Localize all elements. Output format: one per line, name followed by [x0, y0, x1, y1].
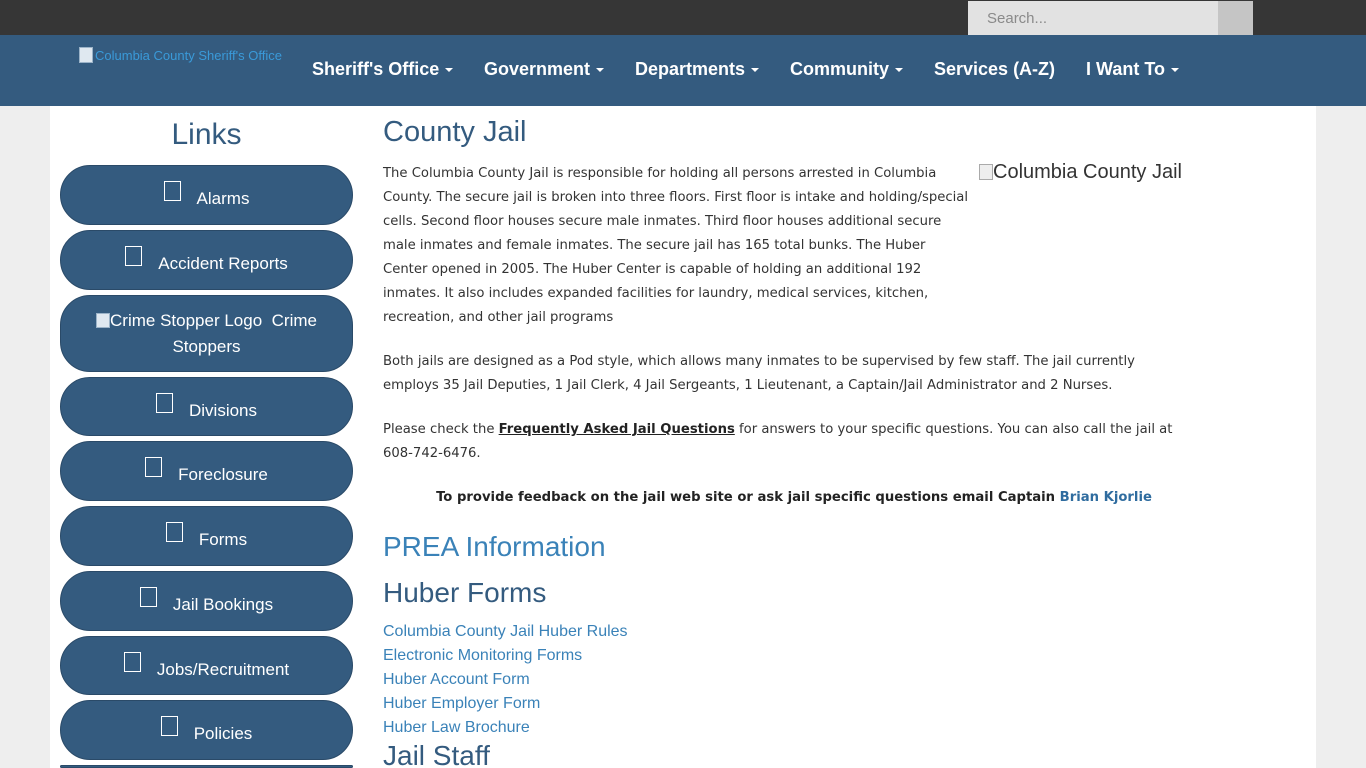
caret-down-icon	[596, 68, 604, 72]
faq-link[interactable]: Frequently Asked Jail Questions	[498, 422, 735, 437]
sidebar-item-jail-bookings[interactable]: Jail Bookings	[60, 571, 353, 631]
jail-image-alt: Columbia County Jail	[993, 161, 1182, 183]
main-navigation	[0, 35, 1366, 106]
caret-down-icon	[1171, 68, 1179, 72]
nav-item-i-want-to[interactable]: I Want To	[1086, 59, 1179, 80]
checkbox-icon	[156, 393, 173, 413]
huber-rules-link[interactable]: Columbia County Jail Huber Rules	[383, 623, 628, 640]
prea-information-link[interactable]: PREA Information	[383, 531, 606, 562]
huber-forms-heading: Huber Forms	[383, 577, 547, 608]
sidebar-item-forms[interactable]: Forms	[60, 506, 353, 566]
jail-staff-heading: Jail Staff	[383, 740, 490, 768]
jail-staffing-paragraph: Both jails are designed as a Pod style, which allows many inmates to be supervised by few staff. The jail currently employs 35 Jail Deputies, 1 Jail Clerk, 4 Jail Sergeants, 1 Lieutenant, a Captain/Jail Administrator and 2 Nurses.	[383, 354, 1135, 393]
electronic-monitoring-link[interactable]: Electronic Monitoring Forms	[383, 647, 583, 664]
checkbox-icon	[124, 652, 141, 672]
huber-account-form-link[interactable]: Huber Account Form	[383, 671, 530, 688]
broken-image-icon	[79, 47, 93, 63]
nav-item-services[interactable]: Services (A-Z)	[934, 59, 1056, 79]
caret-down-icon	[445, 68, 453, 72]
sidebar-item-accident-reports[interactable]: Accident Reports	[60, 230, 353, 290]
crime-stopper-logo-alt: Crime Stopper Logo	[110, 311, 263, 330]
broken-image-icon	[979, 164, 993, 180]
checkbox-icon	[161, 716, 178, 736]
sidebar-item-foreclosure[interactable]: Foreclosure	[60, 441, 353, 501]
checkbox-icon	[140, 587, 157, 607]
jail-description: The Columbia County Jail is responsible for holding all persons arrested in Columbia County. The secure jail is broken into three floors. First floor is intake and holding/special cells. Second floor houses secure male inmates. Third floor houses additional secure male inmates and female inmates. The secure jail has 165 total bunks. The Huber Center opened in 2005. The Huber Center is capable of holding an additional 192 inmates. It also includes expanded facilities for laundry, medical services, kitchen, recreation, and other jail programs	[383, 166, 969, 325]
captain-email-link[interactable]: Brian Kjorlie	[1059, 490, 1152, 505]
checkbox-icon	[125, 246, 142, 266]
logo-alt-text: Columbia County Sheriff's Office	[95, 47, 282, 63]
sidebar-item-jobs-recruitment[interactable]: Jobs/Recruitment	[60, 636, 353, 695]
jail-questions-paragraph: Please check the Frequently Asked Jail Questions for answers to your specific questions. You can also call the jail at 608-742-6476.	[383, 422, 1173, 461]
sidebar-item-alarms[interactable]: Alarms	[60, 165, 353, 225]
nav-item-government[interactable]: Government	[484, 59, 604, 80]
sidebar-item-policies[interactable]: Policies	[60, 700, 353, 760]
page-title: County Jail	[383, 116, 527, 148]
search-button[interactable]	[1218, 1, 1253, 35]
checkbox-icon	[145, 457, 162, 477]
nav-item-community[interactable]: Community	[790, 59, 903, 80]
jail-image	[979, 160, 1189, 185]
search-input[interactable]	[968, 1, 1218, 35]
caret-down-icon	[895, 68, 903, 72]
sidebar-title: Links	[171, 118, 242, 151]
site-logo[interactable]	[79, 47, 282, 63]
nav-item-departments[interactable]: Departments	[635, 59, 759, 80]
huber-employer-form-link[interactable]: Huber Employer Form	[383, 695, 541, 712]
broken-image-icon	[96, 313, 110, 328]
sidebar-item-crime-stoppers[interactable]: Crime Stopper Logo Crime Stoppers	[60, 295, 353, 372]
checkbox-icon	[164, 181, 181, 201]
huber-law-brochure-link[interactable]: Huber Law Brochure	[383, 719, 530, 736]
feedback-paragraph: To provide feedback on the jail web site or ask jail specific questions email Captain Brian Kjorlie	[436, 490, 1152, 505]
sidebar-item-divisions[interactable]: Divisions	[60, 377, 353, 436]
caret-down-icon	[751, 68, 759, 72]
nav-item-sheriffs-office[interactable]: Sheriff's Office	[312, 59, 453, 80]
checkbox-icon	[166, 522, 183, 542]
